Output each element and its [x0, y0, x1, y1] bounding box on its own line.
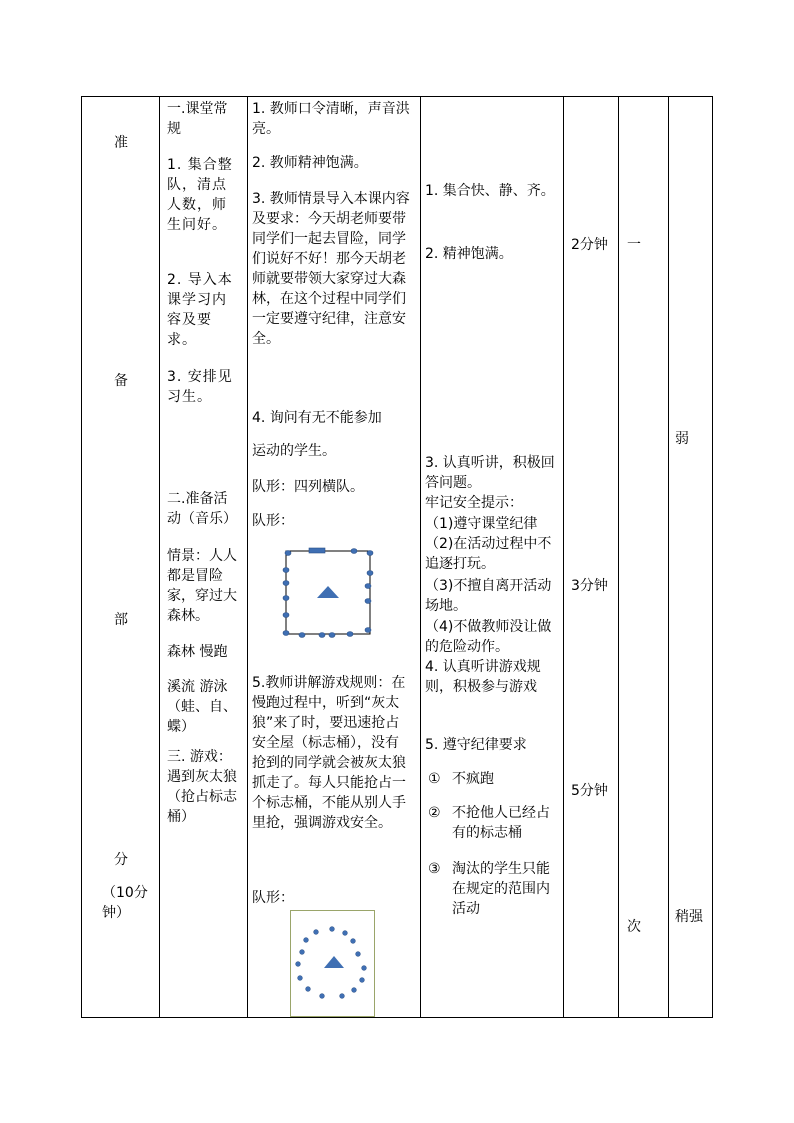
- student-item: 3. 认真听讲，积极回答问题。: [425, 455, 555, 491]
- rule-marker: ①: [428, 771, 441, 787]
- safety-heading: 牢记安全提示：: [425, 495, 523, 511]
- content-heading: 二.准备活动（音乐）: [167, 491, 237, 527]
- rule-marker: ③: [428, 861, 441, 877]
- formation-label: 队形：: [252, 513, 294, 529]
- column-divider: [420, 97, 421, 1017]
- content-item: 2. 导入本课学习内容及要求。: [167, 272, 233, 348]
- content-paragraph: 情景：人人都是冒险家，穿过大森林。: [167, 548, 237, 624]
- content-heading: 一.课堂常规: [167, 101, 228, 137]
- column-divider: [247, 97, 248, 1017]
- safety-item: （1)遵守课堂纪律: [425, 516, 538, 532]
- student-item: 1. 集合快、静、齐。: [425, 183, 555, 199]
- content-paragraph: 溪流 游泳（蛙、自、蝶）: [167, 679, 237, 735]
- content-heading: 三. 游戏：遇到灰太狼（抢占标志桶）: [167, 749, 237, 825]
- count-value: 次: [627, 919, 641, 935]
- section-char: 备: [114, 373, 128, 389]
- column-divider: [563, 97, 564, 1017]
- time-value: 2分钟: [571, 237, 608, 253]
- safety-item: （4)不做教师没让做的危险动作。: [425, 619, 552, 655]
- column-divider: [668, 97, 669, 1017]
- section-char: 部: [114, 612, 128, 628]
- column-divider: [618, 97, 619, 1017]
- intensity-value: 稍强: [675, 909, 703, 925]
- formation-label: 队形：四列横队。: [252, 479, 364, 495]
- rule-marker: ②: [428, 805, 441, 821]
- rule-item: 不疯跑: [452, 771, 494, 787]
- teacher-item: 2. 教师精神饱满。: [252, 155, 368, 171]
- student-item: 4. 认真听讲游戏规则，积极参与游戏: [425, 659, 541, 695]
- student-item: 2. 精神饱满。: [425, 246, 513, 262]
- formation-diagram-rect: [280, 546, 376, 645]
- safety-item: （2)在活动过程中不追逐打玩。: [425, 536, 552, 572]
- section-char: 分: [114, 852, 128, 868]
- teacher-item: 1. 教师口令清晰，声音洪亮。: [252, 101, 410, 137]
- time-value: 5分钟: [571, 783, 608, 799]
- content-paragraph: 森林 慢跑: [167, 644, 228, 660]
- content-item: 3. 安排见习生。: [167, 369, 233, 405]
- formation-label: 队形：: [252, 890, 294, 906]
- column-divider: [159, 97, 160, 1017]
- teacher-item: 3. 教师情景导入本课内容及要求：今天胡老师要带同学们一起去冒险，同学们说好不好！那今天胡老师就要带领大家穿过大森林，在这个过程中同学们一定要遵守纪律，注意安全。: [252, 191, 410, 347]
- safety-item: （3)不擅自离开活动场地。: [425, 578, 552, 614]
- lesson-table: [81, 96, 713, 1018]
- rule-item: 不抢他人已经占有的标志桶: [452, 805, 550, 841]
- content-item: 1. 集合整队，清点人数，师生问好。: [167, 157, 233, 233]
- time-value: 3分钟: [571, 578, 608, 594]
- section-char: 准: [114, 135, 128, 151]
- section-duration: （10分 钟）: [102, 885, 148, 921]
- rule-item: 淘汰的学生只能在规定的范围内活动: [452, 861, 550, 917]
- teacher-item: 5.教师讲解游戏规则：在慢跑过程中，听到“灰太狼”来了时，要迅速抢占安全屋（标志桶），没有抢到的同学就会被灰太狼抓走了。每人只能抢占一个标志桶，不能从别人手里抢，强调游戏安全。: [252, 675, 406, 831]
- count-value: 一: [627, 237, 641, 253]
- intensity-value: 弱: [675, 431, 689, 447]
- teacher-item: 运动的学生。: [252, 443, 336, 459]
- formation-diagram-circle: [290, 910, 376, 1022]
- teacher-item: 4. 询问有无不能参加: [252, 410, 382, 426]
- student-item: 5. 遵守纪律要求: [425, 737, 527, 753]
